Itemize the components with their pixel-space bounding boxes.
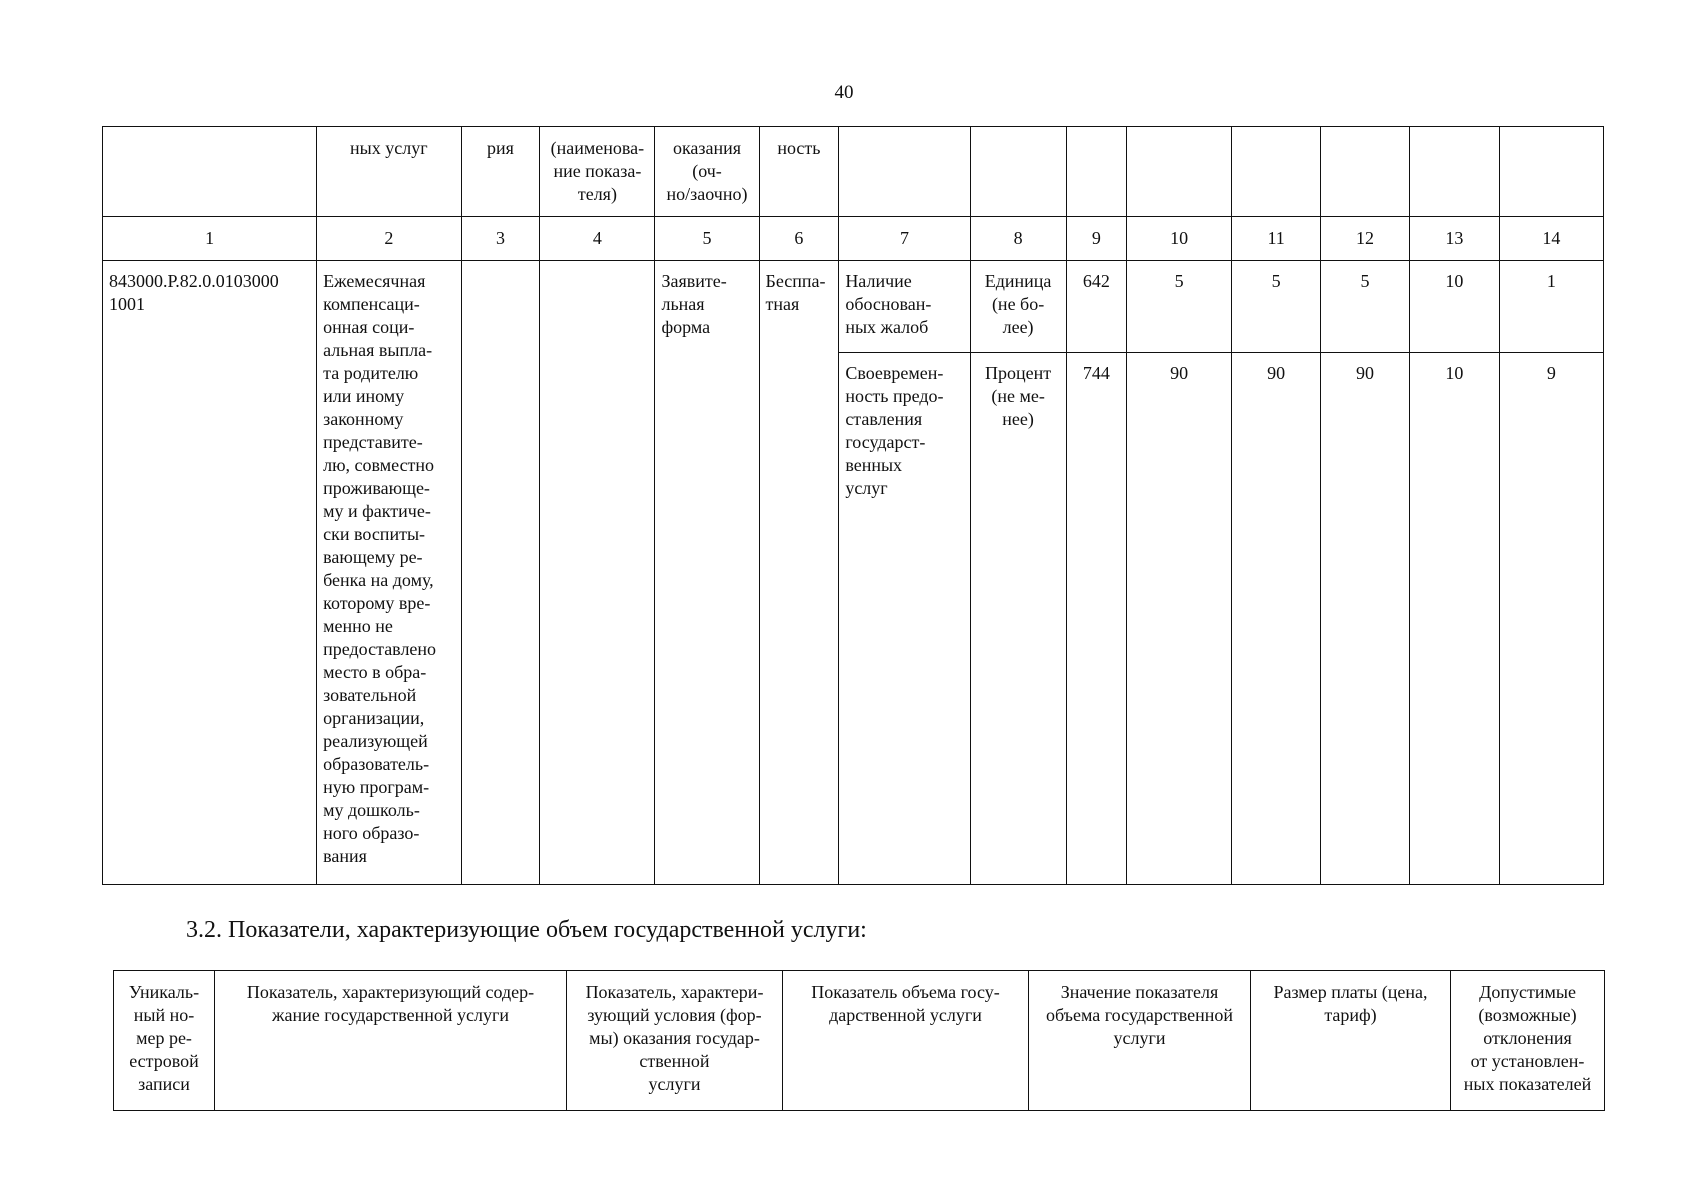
header-cell-9 [1066, 127, 1127, 217]
indicator-value-10: 90 [1127, 353, 1232, 885]
volume-header-row [114, 971, 1605, 1111]
column-number: 3 [461, 217, 540, 261]
indicator-value-12: 5 [1321, 261, 1410, 353]
column-number-row [103, 217, 1604, 261]
column-number: 12 [1321, 217, 1410, 261]
volume-header-cell: Показатель объема госу- дарственной услуги [783, 971, 1029, 1111]
unique-record-number: 843000.Р.82.0.0103000 1001 [103, 261, 317, 885]
section-heading: 3.2. Показатели, характеризующие объем государственной услуги: [186, 917, 867, 943]
header-cell-13 [1409, 127, 1499, 217]
header-cell-14 [1499, 127, 1603, 217]
indicator-row-complaints [103, 261, 1604, 353]
indicator-code: 744 [1066, 353, 1127, 885]
volume-header-cell: Показатель, характеризующий содер- жание государственной услуги [215, 971, 567, 1111]
column-4-cell [540, 261, 655, 885]
volume-header-cell: Размер платы (цена, тариф) [1251, 971, 1451, 1111]
header-cell-2: ных услуг [317, 127, 461, 217]
indicator-name: Наличие обоснован- ных жалоб [839, 261, 970, 353]
service-content: Ежемесячная компенсаци- онная соци- альная выпла- та родителю или иному законному представите- лю, совместно проживающе- му и фактиче- ски воспиты- вающему ре- бенка на дому, которому вре- менно не предоставлено место в обра- зовательной организации, реализующей образователь- ную програм- му дошколь- ного образо- вания [317, 261, 461, 885]
volume-header-cell: Значение показателя объема государственной услуги [1029, 971, 1251, 1111]
indicator-unit: Единица (не бо- лее) [970, 261, 1066, 353]
volume-indicators-table [113, 970, 1605, 1111]
column-number: 11 [1232, 217, 1321, 261]
column-number: 8 [970, 217, 1066, 261]
header-continuation-row [103, 127, 1604, 217]
indicator-code: 642 [1066, 261, 1127, 353]
indicator-value-10: 5 [1127, 261, 1232, 353]
volume-header-cell: Показатель, характери- зующий условия (фор- мы) оказания государ- ственной услуги [567, 971, 783, 1111]
indicator-value-14: 1 [1499, 261, 1603, 353]
header-cell-6: ность [759, 127, 839, 217]
indicator-value-11: 90 [1232, 353, 1321, 885]
column-number: 14 [1499, 217, 1603, 261]
header-cell-12 [1321, 127, 1410, 217]
column-number: 2 [317, 217, 461, 261]
indicator-value-11: 5 [1232, 261, 1321, 353]
header-cell-10 [1127, 127, 1232, 217]
volume-header-cell: Допустимые (возможные) отклонения от установлен- ных показателей [1451, 971, 1605, 1111]
column-number: 9 [1066, 217, 1127, 261]
volume-header-cell: Уникаль- ный но- мер ре- естровой записи [114, 971, 215, 1111]
column-number: 13 [1409, 217, 1499, 261]
indicator-value-13: 10 [1409, 261, 1499, 353]
indicator-unit: Процент (не ме- нее) [970, 353, 1066, 885]
column-number: 1 [103, 217, 317, 261]
header-cell-3: рия [461, 127, 540, 217]
column-number: 5 [655, 217, 759, 261]
column-number: 7 [839, 217, 970, 261]
column-number: 6 [759, 217, 839, 261]
header-cell-4: (наименова- ние показа- теля) [540, 127, 655, 217]
header-cell-1 [103, 127, 317, 217]
indicator-value-12: 90 [1321, 353, 1410, 885]
column-number: 4 [540, 217, 655, 261]
header-cell-7 [839, 127, 970, 217]
quality-indicators-table [102, 126, 1604, 885]
service-form: Заявите- льная форма [655, 261, 759, 885]
header-cell-5: оказания (оч- но/заочно) [655, 127, 759, 217]
page-number: 40 [834, 82, 854, 103]
column-3-cell [461, 261, 540, 885]
indicator-value-13: 10 [1409, 353, 1499, 885]
service-cost: Бесппа- тная [759, 261, 839, 885]
indicator-name: Своевремен- ность предо- ставления государст- венных услуг [839, 353, 970, 885]
indicator-value-14: 9 [1499, 353, 1603, 885]
header-cell-8 [970, 127, 1066, 217]
header-cell-11 [1232, 127, 1321, 217]
column-number: 10 [1127, 217, 1232, 261]
